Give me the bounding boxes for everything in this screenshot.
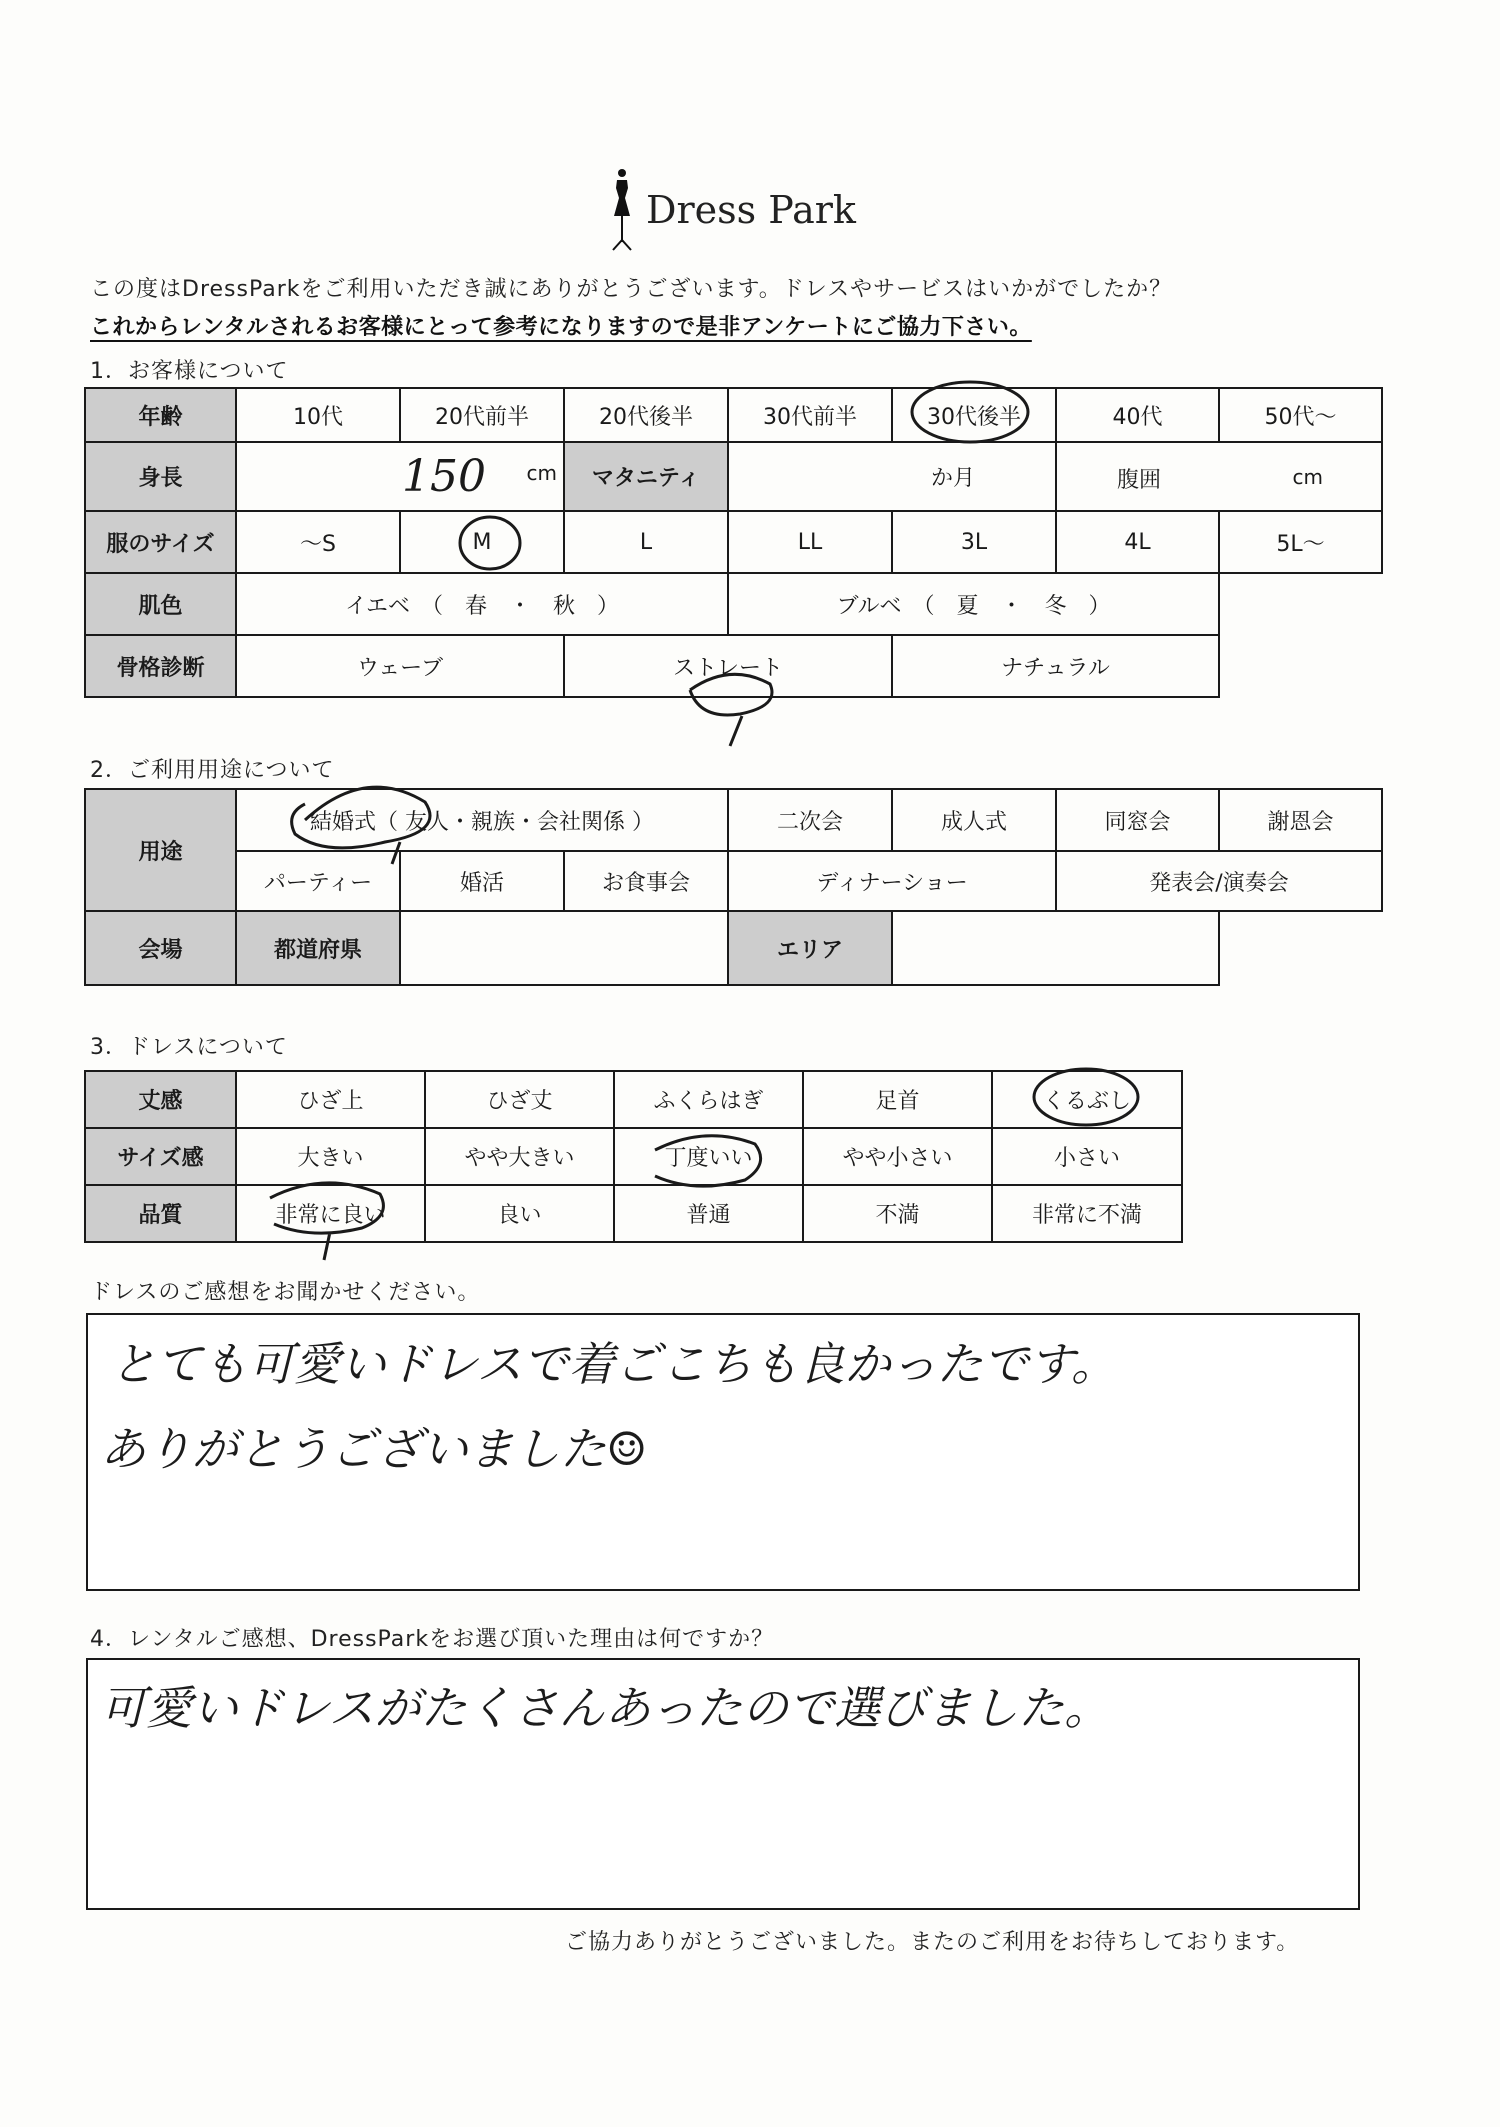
usage-recital[interactable]: 発表会/演奏会 bbox=[1056, 851, 1382, 911]
age-option-selected[interactable]: 30代後半 bbox=[892, 388, 1056, 442]
maternity-field[interactable] bbox=[728, 442, 1056, 511]
area-label: エリア bbox=[728, 911, 892, 985]
age-option[interactable]: 30代前半 bbox=[728, 388, 892, 442]
size-option-selected[interactable]: M bbox=[400, 511, 564, 573]
venue-label: 会場 bbox=[85, 911, 236, 985]
prefecture-field[interactable] bbox=[400, 911, 728, 985]
fit-option-selected[interactable]: 丁度いい bbox=[614, 1128, 803, 1185]
length-option[interactable]: 足首 bbox=[803, 1071, 992, 1128]
skin-label: 肌色 bbox=[85, 573, 236, 635]
length-option[interactable]: ひざ上 bbox=[236, 1071, 425, 1128]
quality-option[interactable]: 不満 bbox=[803, 1185, 992, 1242]
usage-option[interactable]: お食事会 bbox=[564, 851, 728, 911]
frame-row bbox=[85, 635, 1382, 697]
size-option[interactable]: 3L bbox=[892, 511, 1056, 573]
prefecture-label: 都道府県 bbox=[236, 911, 400, 985]
reason-answer: 可愛いドレスがたくさんあったので選びました。 bbox=[100, 1681, 1111, 1735]
height-field[interactable] bbox=[236, 442, 564, 511]
size-option[interactable]: L bbox=[564, 511, 728, 573]
size-option[interactable]: 4L bbox=[1056, 511, 1219, 573]
brand-logo bbox=[608, 165, 856, 255]
quality-option[interactable]: 普通 bbox=[614, 1185, 803, 1242]
usage-wedding[interactable]: 結婚式（ 友人・親族・会社関係 ） bbox=[236, 789, 728, 851]
maternity-label: マタニティ bbox=[564, 442, 728, 511]
maternity-unit: か月 bbox=[930, 466, 975, 491]
usage-option[interactable]: 同窓会 bbox=[1056, 789, 1219, 851]
usage-option[interactable]: 婚活 bbox=[400, 851, 564, 911]
usage-dinner-show[interactable]: ディナーショー bbox=[728, 851, 1056, 911]
length-option[interactable]: ふくらはぎ bbox=[614, 1071, 803, 1128]
frame-label: 骨格診断 bbox=[85, 635, 236, 697]
intro-request: これからレンタルされるお客様にとって参考になりますので是非アンケートにご協力下さい。 bbox=[90, 315, 1032, 340]
intro-text: この度はDressParkをご利用いただき誠にありがとうございます。ドレスやサービスはいかがでしたか？ bbox=[90, 277, 1173, 302]
age-label: 年齢 bbox=[85, 388, 236, 442]
age-option[interactable]: 20代後半 bbox=[564, 388, 728, 442]
frame-option[interactable]: ウェーブ bbox=[236, 635, 564, 697]
usage-table bbox=[84, 788, 1383, 986]
quality-row bbox=[85, 1185, 1182, 1242]
quality-label: 品質 bbox=[85, 1185, 236, 1242]
length-option-selected[interactable]: くるぶし bbox=[992, 1071, 1182, 1128]
section4-title: 4．レンタルご感想、DressParkをお選び頂いた理由は何ですか？ bbox=[90, 1627, 775, 1652]
waist-field[interactable] bbox=[1056, 442, 1382, 511]
skin-yellow-option[interactable]: イエベ （ 春 ・ 秋 ） bbox=[236, 573, 728, 635]
age-option[interactable]: 10代 bbox=[236, 388, 400, 442]
fit-option[interactable]: やや大きい bbox=[425, 1128, 614, 1185]
size-row bbox=[85, 511, 1382, 573]
section2-title: 2．ご利用用途について bbox=[90, 758, 335, 783]
skin-row bbox=[85, 573, 1382, 635]
size-option[interactable]: 5L〜 bbox=[1219, 511, 1382, 573]
length-label: 丈感 bbox=[85, 1071, 236, 1128]
customer-info-table bbox=[84, 387, 1383, 698]
age-option[interactable]: 40代 bbox=[1056, 388, 1219, 442]
fit-option[interactable]: やや小さい bbox=[803, 1128, 992, 1185]
length-row bbox=[85, 1071, 1182, 1128]
waist-unit: cm bbox=[1292, 465, 1323, 489]
usage-label: 用途 bbox=[85, 789, 236, 911]
usage-row-1 bbox=[85, 789, 1382, 851]
dress-comment-line2: ありがとうございました☺ bbox=[100, 1422, 648, 1476]
dress-form-icon bbox=[608, 168, 636, 252]
quality-option-selected[interactable]: 非常に良い bbox=[236, 1185, 425, 1242]
usage-option[interactable]: 謝恩会 bbox=[1219, 789, 1382, 851]
size-label: 服のサイズ bbox=[85, 511, 236, 573]
footer-thanks: ご協力ありがとうございました。またのご利用をお待ちしております。 bbox=[565, 1930, 1300, 1955]
area-field[interactable] bbox=[892, 911, 1219, 985]
fit-row bbox=[85, 1128, 1182, 1185]
frame-option-selected[interactable]: ストレート bbox=[564, 635, 892, 697]
fit-label: サイズ感 bbox=[85, 1128, 236, 1185]
height-unit: cm bbox=[526, 461, 557, 485]
skin-blue-option[interactable]: ブルベ （ 夏 ・ 冬 ） bbox=[728, 573, 1219, 635]
waist-label: 腹囲 bbox=[1117, 468, 1162, 493]
dress-comment-line1: とても可愛いドレスで着ごこちも良かったです。 bbox=[110, 1337, 1117, 1391]
usage-row-2 bbox=[85, 851, 1382, 911]
age-row bbox=[85, 388, 1382, 442]
height-label: 身長 bbox=[85, 442, 236, 511]
frame-option[interactable]: ナチュラル bbox=[892, 635, 1219, 697]
height-value: 150 bbox=[402, 451, 486, 502]
dress-table bbox=[84, 1070, 1183, 1243]
usage-option[interactable]: 成人式 bbox=[892, 789, 1056, 851]
venue-row bbox=[85, 911, 1382, 985]
quality-option[interactable]: 非常に不満 bbox=[992, 1185, 1182, 1242]
size-option[interactable]: LL bbox=[728, 511, 892, 573]
height-row bbox=[85, 442, 1382, 511]
fit-option[interactable]: 大きい bbox=[236, 1128, 425, 1185]
brand-name: Dress Park bbox=[646, 188, 856, 232]
fit-option[interactable]: 小さい bbox=[992, 1128, 1182, 1185]
quality-option[interactable]: 良い bbox=[425, 1185, 614, 1242]
length-option[interactable]: ひざ丈 bbox=[425, 1071, 614, 1128]
comment-prompt: ドレスのご感想をお聞かせください。 bbox=[90, 1280, 481, 1305]
size-option[interactable]: 〜S bbox=[236, 511, 400, 573]
age-option[interactable]: 50代〜 bbox=[1219, 388, 1382, 442]
section3-title: 3．ドレスについて bbox=[90, 1035, 288, 1060]
age-option[interactable]: 20代前半 bbox=[400, 388, 564, 442]
section1-title: 1．お客様について bbox=[90, 359, 289, 384]
usage-option[interactable]: パーティー bbox=[236, 851, 400, 911]
usage-option[interactable]: 二次会 bbox=[728, 789, 892, 851]
